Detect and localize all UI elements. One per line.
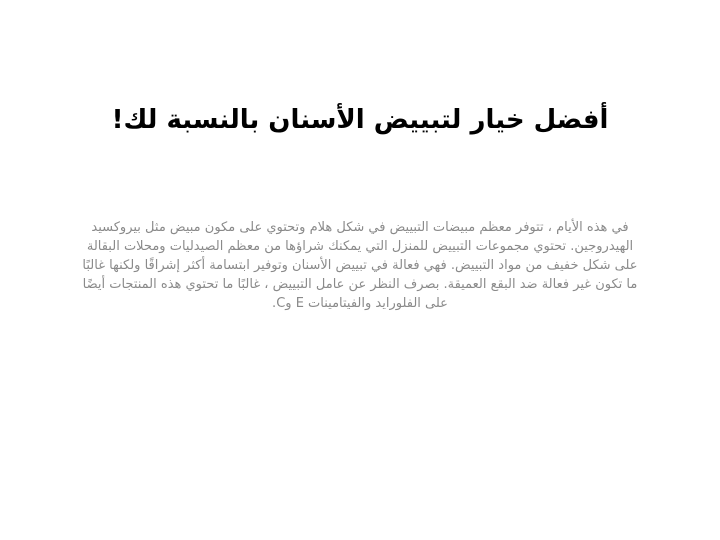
slide-body-text: في هذه الأيام ، تتوفر معظم مبيضات التبييض في شكل هلام وتحتوي على مكون مبيض مثل بيروكسيد الهيدروجين. تحتوي مجموعات التبييض للمنزل التي يمكنك شراؤها من معظم الصيدليات ومحلات البقالة على شكل خفيف من مواد التبييض. فهي فعالة في تبييض الأسنان وتوفير ابتسامة أكثر إشراقًا ولكنها غالبًا ما تكون غير فعالة ضد البقع العميقة. بصرف النظر عن عامل التبييض ، غالبًا ما تحتوي هذه المنتجات أيضًا على الفلورايد والفيتامينات E وC. bbox=[82, 220, 638, 311]
slide-title: أفضل خيار لتبييض الأسنان بالنسبة لك! bbox=[111, 105, 609, 135]
